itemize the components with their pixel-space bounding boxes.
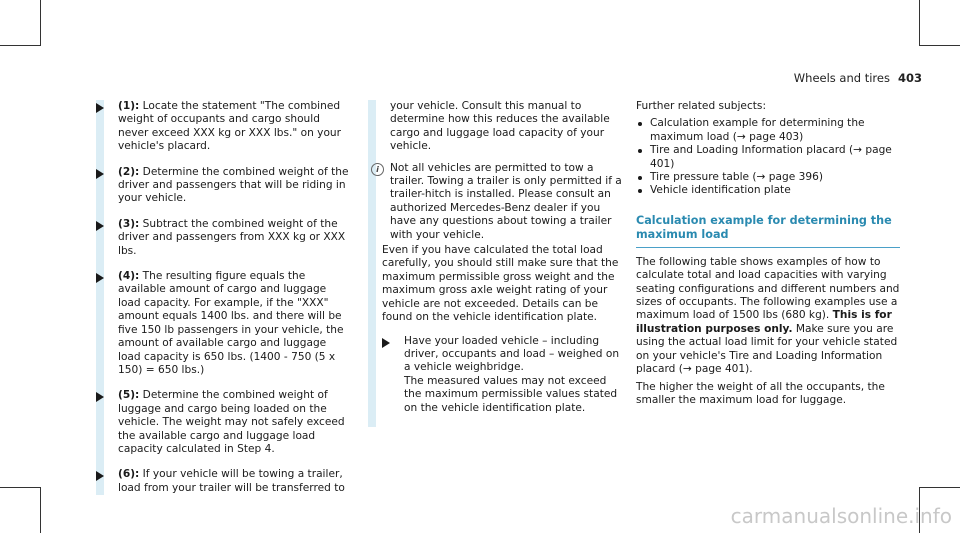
step-4 (96, 270, 351, 377)
watermark: carmanualsonline.info (730, 503, 952, 528)
step-text: Subtract the combined weight of the driver and passengers from XXX kg or XXX lbs. (118, 217, 346, 257)
weigh-step (368, 335, 623, 415)
step-text: Have your loaded vehicle – including driver, occupants and load – weighed on a vehicle weighbridge. (404, 334, 620, 374)
step-text: If your vehicle will be towing a trailer, load from your trailer will be transferred to (118, 468, 345, 494)
arrow-icon (96, 471, 104, 481)
crop-mark (0, 487, 40, 488)
arrow-icon (96, 392, 104, 402)
crop-mark (919, 45, 960, 46)
note (368, 162, 623, 242)
step-6 (96, 468, 351, 495)
step-label: (4): (118, 270, 140, 283)
crop-mark (919, 0, 920, 46)
step-5 (96, 389, 351, 456)
step-1 (96, 100, 351, 154)
step-label: (1): (118, 100, 140, 112)
step-2 (96, 166, 351, 206)
example-text: The following table shows examples of how to calculate total and load capacities with varying seating configurations and different numbers and sizes of occupants. The following examples use a maximum load of 1500 lbs (680 kg). (636, 255, 900, 322)
continuation-text: your vehicle. Consult this manual to determine how this reduces the available cargo and luggage load capacity of your vehicle. (390, 100, 610, 153)
related-intro: Further related subjects: (636, 100, 767, 112)
step-text: The resulting figure equals the available amount of cargo and luggage load capacity. For example, if the "XXX" amount equals 1400 lbs. and there will be five 150 lb passengers in your vehicle, the amount of available cargo and luggage load capacity is 650 lbs. (1400 - 750 (5 x 150) = 650 lbs.) (118, 270, 344, 376)
arrow-icon (96, 221, 104, 231)
note-text: Not all vehicles are permitted to tow a trailer. Towing a trailer is only permitted if a trailer-hitch is installed. Please consult an authorized Mercedes-Benz dealer if you have any questions about towing a trailer with your vehicle. (390, 161, 622, 241)
body-paragraph: Even if you have calculated the total load carefully, you should still make sure that the maximum permissible gross weight and the maximum gross axle weight rating of your vehicle are not exceeded. Details can be found on the vehicle identification plate. (382, 244, 619, 324)
step-3 (96, 218, 351, 258)
related-item[interactable]: Tire pressure table (→ page 396) (636, 171, 900, 184)
closing-paragraph: The higher the weight of all the occupants, the smaller the maximum load for luggage. (636, 380, 885, 406)
arrow-icon (96, 273, 104, 283)
crop-mark (40, 487, 41, 533)
related-list (636, 117, 900, 197)
column-3 (636, 100, 900, 411)
arrow-icon (96, 169, 104, 179)
related-item[interactable]: Vehicle identification plate (636, 184, 900, 197)
section-title: Wheels and tires (793, 71, 890, 85)
heading-rule (636, 247, 900, 248)
step-text-continued: The measured values may not exceed the maximum permissible values stated on the vehicle identification plate. (404, 374, 618, 414)
related-item[interactable]: Tire and Loading Information placard (→ page 401) (636, 144, 900, 171)
column-2 (368, 100, 623, 427)
step-text: Determine the combined weight of the driver and passengers that will be riding in your vehicle. (118, 165, 349, 205)
step-label: (2): (118, 165, 140, 178)
crop-mark (919, 487, 960, 488)
arrow-icon (96, 103, 104, 113)
related-item[interactable]: Calculation example for determining the maximum load (→ page 403) (636, 117, 900, 144)
page-header (794, 72, 922, 85)
step-text: Determine the combined weight of luggage and cargo being loaded on the vehicle. The weight may not safely exceed the available cargo and luggage load capacity calculated in Step 4. (118, 389, 345, 455)
crop-mark (0, 45, 40, 46)
crop-mark (40, 0, 41, 46)
example-bold: This is for illustration purposes only. (636, 309, 892, 335)
step-label: (6): (118, 468, 140, 481)
column-1 (96, 100, 351, 495)
step-label: (3): (118, 217, 140, 230)
section-heading: Calculation example for determining the maximum load (636, 213, 892, 241)
example-text-end: Make sure you are using the actual load limit for your vehicle stated on your vehicle's Tire and Loading Information placard (→ page 401). (636, 322, 898, 376)
example-paragraph (636, 256, 900, 377)
page-number: 403 (897, 71, 922, 85)
info-icon: i (371, 163, 384, 176)
step-text: Locate the statement "The combined weight of occupants and cargo should never exceed XXX kg or XXX lbs." on your vehicle's placard. (118, 100, 341, 153)
step-label: (5): (118, 389, 140, 402)
arrow-icon (382, 338, 390, 348)
